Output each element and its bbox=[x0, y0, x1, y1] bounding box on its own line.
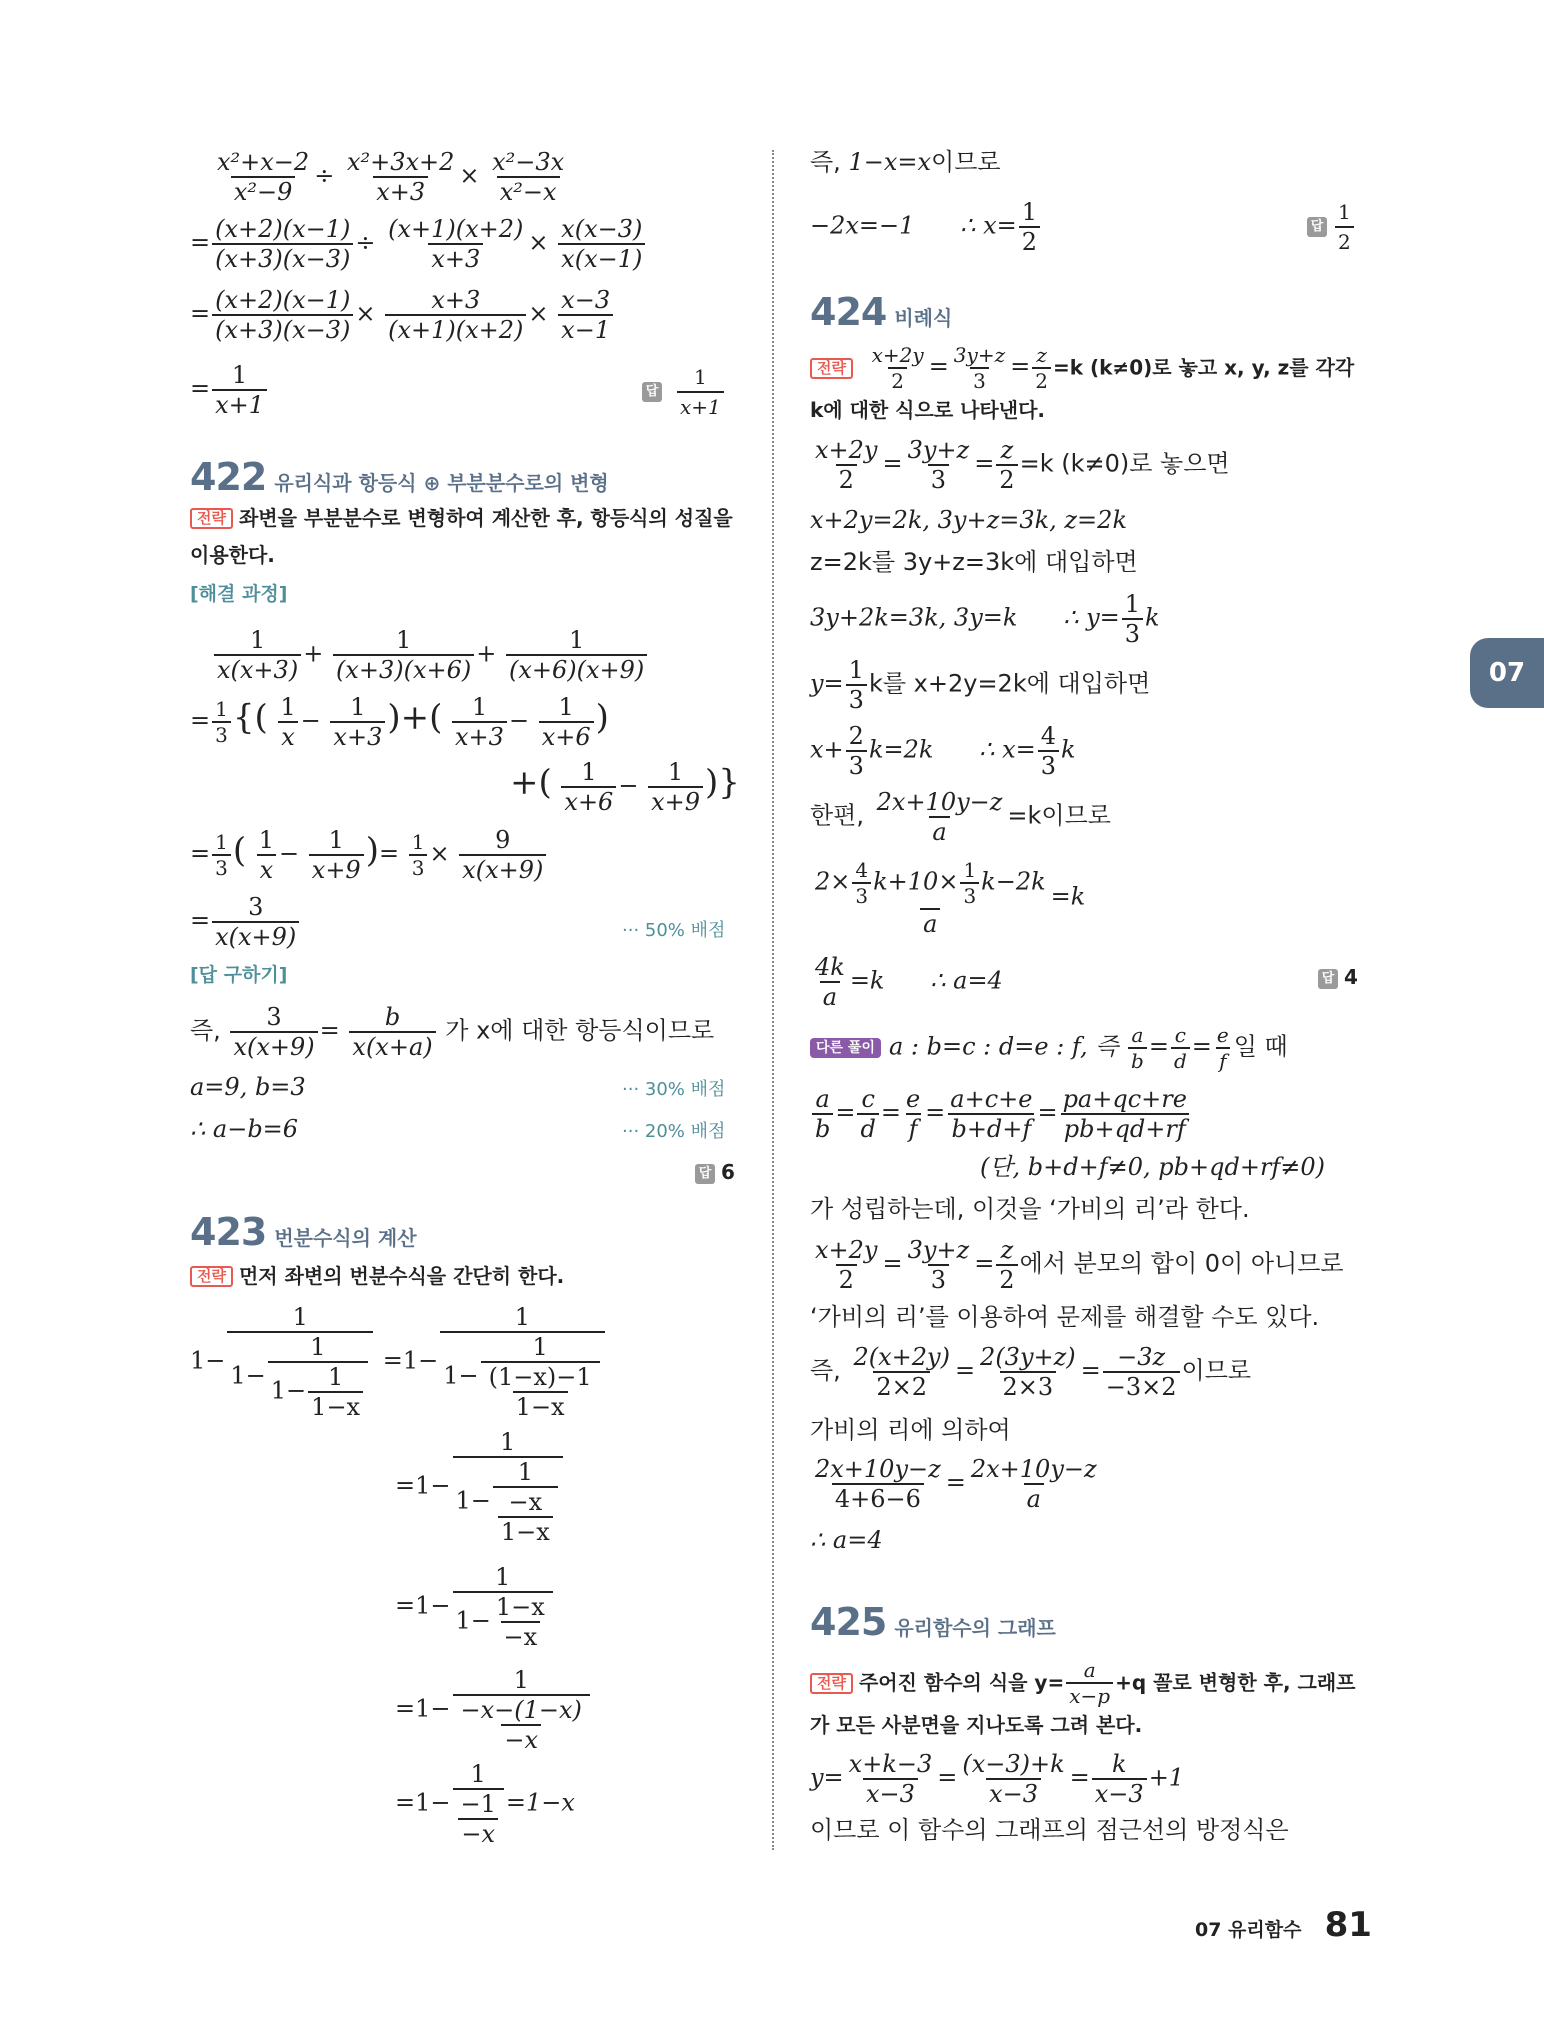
footer-chapter: 07 유리함수 bbox=[1195, 1919, 1302, 1941]
expr-422-line2b: +( $\frac{1}{x+6}$ − $\frac{1}{x+9}$ )} bbox=[510, 758, 740, 816]
expr-424-sub: z=2k를 3y+z=3k에 대입하면 bbox=[810, 548, 1138, 576]
expr-424-sys: x+2y=2k, 3y+z=3k, z=2k bbox=[810, 506, 1127, 534]
section-422-header: 422 유리식과 항등식 ⊕ 부분분수로의 변형 bbox=[190, 455, 609, 499]
expr-423-step3: =1− 1 1− $\frac{1-x}{-x}$ bbox=[395, 1565, 555, 1649]
answer-423: 답 $\frac{1}{2}$ bbox=[1307, 200, 1356, 254]
expr-423-step4: =1− $\frac{1}{\frac{-x-(1-x)}{-x}}$ bbox=[395, 1668, 592, 1752]
strategy-425: 전략 주어진 함수의 식을 y= $\frac{a}{x-p}$ +q 꼴로 변형한 후, 그래프 bbox=[810, 1660, 1355, 1706]
line-result: ∴ a−b=6 bbox=[190, 1115, 299, 1143]
gabi-expr: $\frac{2x+10y-z}{4+6-6}$ = $\frac{2x+10y-z}{a}$ bbox=[815, 1455, 1097, 1513]
strategy-424: 전략 $\frac{x+2y}{2}$ = $\frac{3y+z}{3}$ = $\frac{z}{2}$ =k (k≠0)로 놓고 x, y, z를 각각 bbox=[810, 345, 1354, 391]
other-solution: 다른 풀이 a : b=c : d=e : f, 즉 $\frac{a}{b}$ = $\frac{c}{d}$ = $\frac{e}{f}$ 일 때 bbox=[810, 1025, 1288, 1071]
expr-421-line2: = $\frac{(x+2)(x-1)}{(x+3)(x-3)}$ ÷ $\frac{(x+1)(x+2)}{x+3}$ × $\frac{x(x-3)}{x(x-1)}$ bbox=[190, 217, 647, 271]
section-423-header: 423 번분수식의 계산 bbox=[190, 1210, 417, 1254]
expr-422-line3: = $\frac{1}{3}$ ( $\frac{1}{x}$ − $\frac{1}{x+9}$ )= $\frac{1}{3}$ × $\frac{9}{x(x+9)}$ bbox=[190, 828, 548, 882]
strategy-425-cont: 가 모든 사분면을 지나도록 그려 본다. bbox=[810, 1713, 1143, 1737]
score-20: ··· 20% 배점 bbox=[622, 1121, 726, 1142]
expr-424-x: x+ $\frac{2}{3}$ k=2k ∴ x= $\frac{4}{3}$ k bbox=[810, 722, 1076, 780]
answer-label: [답 구하기] bbox=[190, 964, 288, 986]
answer-421: 답 $\frac{1}{x+1}$ bbox=[642, 365, 726, 419]
section-424-header: 424 비례식 bbox=[810, 290, 953, 334]
expr-424-final: $\frac{4k}{a}$ =k ∴ a=4 bbox=[815, 953, 1003, 1011]
line-1minusx: 즉, 1−x=x이므로 bbox=[810, 148, 1001, 176]
answer-label-icon: 답 bbox=[642, 382, 662, 402]
score-30: ··· 30% 배점 bbox=[622, 1079, 726, 1100]
line-ab: a=9, b=3 bbox=[190, 1073, 306, 1101]
gabi-text3: ‘가비의 리’를 이용하여 문제를 해결할 수도 있다. bbox=[810, 1303, 1320, 1331]
answer-422: 답 6 bbox=[695, 1160, 735, 1184]
expr-gabi: $\frac{a}{b}$ = $\frac{c}{d}$ = $\frac{e}{f}$ = $\frac{a+c+e}{b+d+f}$ = $\frac{pa+qc+re}{pb+qd+rf}$ bbox=[810, 1087, 1192, 1141]
strategy-422-cont: 이용한다. bbox=[190, 543, 275, 567]
strategy-422: 전략 좌변을 부분분수로 변형하여 계산한 후, 항등식의 성질을 bbox=[190, 505, 733, 529]
gabi-condition: (단, b+d+f≠0, pb+qd+rf≠0) bbox=[980, 1153, 1326, 1181]
score-50: ··· 50% 배점 bbox=[622, 920, 726, 941]
answer-label-icon: 답 bbox=[695, 1164, 715, 1184]
expr-421-line4: = $\frac{1}{x+1}$ bbox=[190, 363, 269, 417]
gabi-text4: 가비의 리에 의하여 bbox=[810, 1416, 1011, 1444]
answer-label-icon: 답 bbox=[1318, 969, 1338, 989]
answer-label-icon: 답 bbox=[1307, 217, 1327, 237]
expr-422-line1: $\frac{1}{x(x+3)}$ + $\frac{1}{(x+3)(x+6)}$ + $\frac{1}{(x+6)(x+9)}$ bbox=[212, 628, 649, 682]
page-footer bbox=[1195, 1905, 1372, 1945]
expr-421-line3: = $\frac{(x+2)(x-1)}{(x+3)(x-3)}$ × $\frac{x+3}{(x+1)(x+2)}$ × $\frac{x-3}{x-1}$ bbox=[190, 288, 615, 342]
section-425-header: 425 유리함수의 그래프 bbox=[810, 1600, 1056, 1644]
gabi-text2: $\frac{x+2y}{2}$ = $\frac{3y+z}{3}$ = $\frac{z}{2}$ 에서 분모의 합이 0이 아니므로 bbox=[815, 1236, 1344, 1294]
expr-423-step5: =1− $\frac{1}{\frac{-1}{-x}}$ =1−x bbox=[395, 1760, 575, 1848]
expr-422-line2: = $\frac{1}{3}$ {( $\frac{1}{x}$ − $\frac{1}{x+3}$ )+( $\frac{1}{x+3}$ − $\frac{1}{x+6}$ ) bbox=[190, 693, 609, 751]
expr-424-onpyeon: 한편, $\frac{2x+10y-z}{a}$ =k이므로 bbox=[810, 788, 1111, 846]
gabi-final: ∴ a=4 bbox=[810, 1526, 883, 1554]
expr-423-step1: 1− 1 1− 1 1− $\frac{1}{1-x}$ =1− 1 1− $\frac{1}{\frac{(1-x)-1}{1-x}}$ bbox=[190, 1305, 607, 1419]
strategy-423: 전략 먼저 좌변의 번분수식을 간단히 한다. bbox=[190, 1263, 564, 1287]
expr-423-step2: =1− 1 1− $\frac{1}{\frac{-x}{1-x}}$ bbox=[395, 1430, 565, 1544]
identity-line: 즉, $\frac{3}{x(x+9)}$ = $\frac{b}{x(x+a)}$ 가 x에 대한 항등식이므로 bbox=[190, 1003, 715, 1061]
page-number: 81 bbox=[1324, 1905, 1372, 1945]
column-divider bbox=[772, 150, 774, 1850]
expr-424-set: $\frac{x+2y}{2}$ = $\frac{3y+z}{3}$ = $\frac{z}{2}$ =k (k≠0)로 놓으면 bbox=[815, 436, 1230, 494]
expr-424-calc: 2× $\frac{4}{3}$ k+10× $\frac{1}{3}$ k−2k a =k bbox=[815, 858, 1086, 938]
expr-421-line1: $\frac{\text{x²+x−2}}{\text{x²−9}}$ ÷ $\frac{\text{x²+3x+2}}{x+3}$ × $\frac{\text{x²−3x}}{\text{x²−x}}$ bbox=[217, 148, 565, 206]
text-425-last: 이므로 이 함수의 그래프의 점근선의 방정식은 bbox=[810, 1816, 1289, 1844]
expr-424-y: 3y+2k=3k, 3y=k ∴ y= $\frac{1}{3}$ k bbox=[810, 590, 1160, 648]
line-2x: −2x=−1 ∴ x= $\frac{1}{2}$ bbox=[810, 200, 1042, 254]
expr-422-line4: = $\frac{3}{x(x+9)}$ bbox=[190, 895, 301, 949]
expr-424-sub2: y= $\frac{1}{3}$ k를 x+2y=2k에 대입하면 bbox=[810, 656, 1151, 714]
chapter-tab: 07 bbox=[1470, 638, 1544, 708]
process-label: [해결 과정] bbox=[190, 583, 288, 605]
answer-424: 답 4 bbox=[1318, 965, 1358, 989]
gabi-jeuk: 즉, $\frac{2(x+2y)}{2\times 2}$ = $\frac{2(3y+z)}{2\times 3}$ = $\frac{-3z}{-3\times 2}$ 이므로 bbox=[810, 1343, 1252, 1401]
expr-425: y= $\frac{x+k-3}{x-3}$ = $\frac{(x-3)+k}{x-3}$ = $\frac{k}{x-3}$ +1 bbox=[810, 1750, 1185, 1808]
strategy-424-cont: k에 대한 식으로 나타낸다. bbox=[810, 398, 1045, 422]
gabi-text1: 가 성립하는데, 이것을 ‘가비의 리’라 한다. bbox=[810, 1195, 1250, 1223]
